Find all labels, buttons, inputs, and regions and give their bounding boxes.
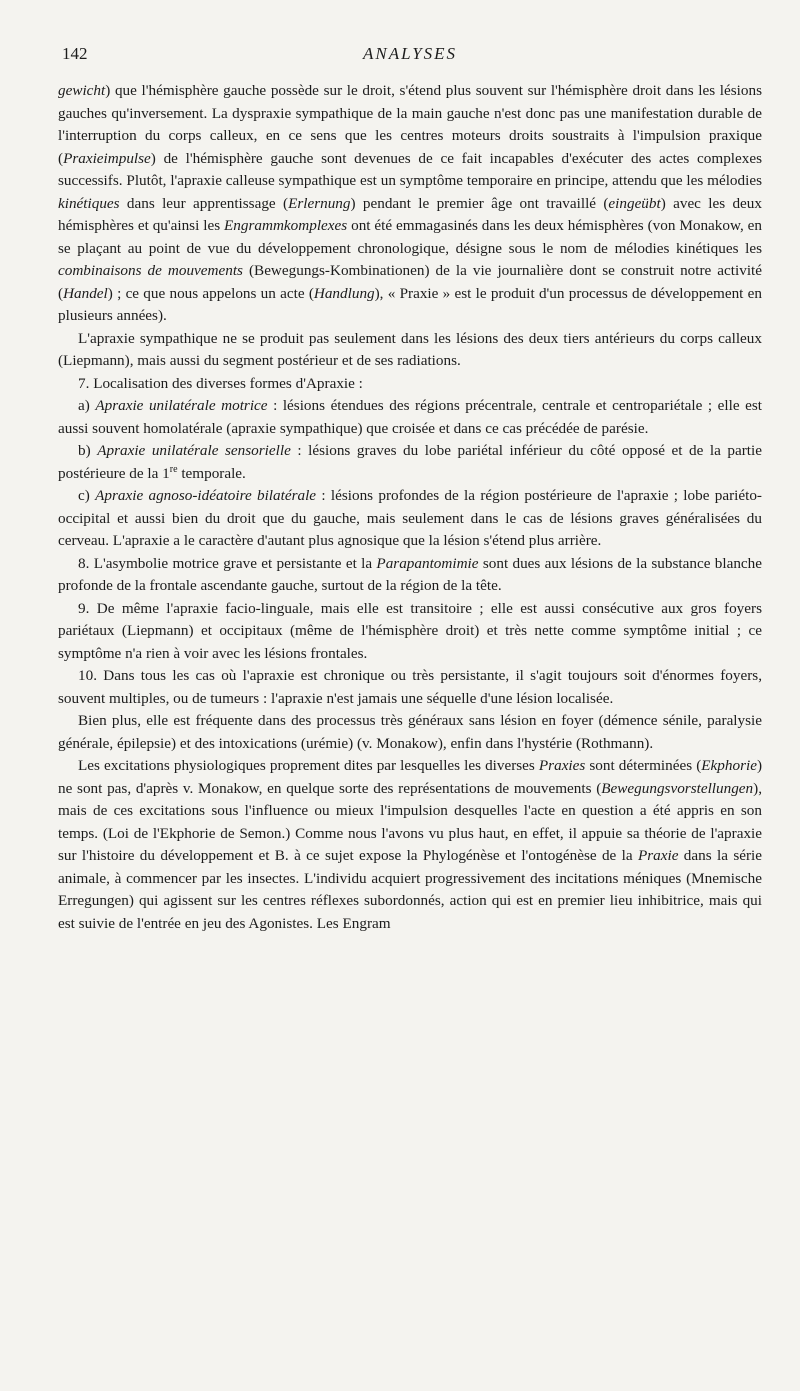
paragraph-p1 xyxy=(58,80,762,328)
paragraph-p10 xyxy=(58,710,762,755)
text-run: a) xyxy=(78,397,96,414)
text-run: ) de l'hémisphère gauche sont devenues de ce fait incapables d'exécuter des actes complexes successifs. Plutôt, l'apraxie calleuse sympathique est un symptôme temporaire en principe, attendu que les mélodies xyxy=(58,149,762,189)
text-run: re xyxy=(169,463,178,475)
italic-term: Parapantomimie xyxy=(376,554,479,572)
text-run: ) ; ce que nous appelons un acte ( xyxy=(107,284,314,302)
text-run: : lésions étendues des régions précentrale, centrale et centropariétale ; elle est aussi souvent homolatérale (apraxie sympathique) que croisée et dans ce cas précédée de parésie. xyxy=(58,397,762,437)
text-run: ), « Praxie » est le produit d'un processus de développement en plusieurs années). xyxy=(58,284,762,324)
text-run: ) pendant le premier âge ont travaillé ( xyxy=(350,194,609,212)
text-run: Bien plus, elle est fréquente dans des processus très généraux sans lésion en foyer (démence sénile, paralysie générale, épilepsie) et des intoxications (urémie) (v. Monakow), enfin dans l'hystérie (Rothmann). xyxy=(58,712,762,752)
italic-term: Bewegungsvorstellungen xyxy=(601,779,754,797)
text-run: ) que l'hémisphère gauche possède sur le droit, s'étend plus souvent sur l'hémisphère droit dans les lésions gauches qu'inversement. La dyspraxie sympathique de la main gauche n'est donc pas une manifestation durable de l'interruption du corps calleux, en ce sens que les centres moteurs droits soustraits à l'impulsion praxique ( xyxy=(58,82,762,167)
text-run: ), mais de ces excitations sous l'influence ou mieux l'impulsion desquelles l'acte en question a été appris en son temps. (Loi de l'Ekphorie de Semon.) Comme nous l'avons vu plus haut, en effet, il appuie sa théorie de l'apraxie sur l'histoire du développement et B. à ce sujet expose la Phylogénèse et l'ontogénèse de la xyxy=(58,779,762,864)
italic-term: eingeübt xyxy=(608,194,661,212)
paragraph-p11 xyxy=(58,755,762,935)
text-run: 10. Dans tous les cas où l'apraxie est chronique ou très persistante, il s'agit toujours soit d'énormes foyers, souvent multiples, ou de tumeurs : l'apraxie n'est jamais une séquelle d'une lésion localisée. xyxy=(58,667,762,707)
italic-term: combinaisons de mouvements xyxy=(58,262,243,279)
paragraph-p4 xyxy=(58,395,762,440)
italic-term: Handel xyxy=(63,284,108,302)
page-number: 142 xyxy=(62,44,88,63)
italic-term: Praxieimpulse xyxy=(63,149,151,167)
italic-term: Apraxie unilatérale motrice xyxy=(95,397,268,414)
paragraph-p8 xyxy=(58,598,762,666)
text-run: 7. Localisation des diverses formes d'Apraxie : xyxy=(78,374,363,392)
text-run: dans leur apprentissage ( xyxy=(119,194,289,212)
italic-term: Apraxie agnoso-idéatoire bilatérale xyxy=(95,487,317,504)
paragraph-p6 xyxy=(58,485,762,553)
italic-term: kinétiques xyxy=(58,194,120,212)
text-run: dans la série animale, à commencer par les insectes. L'individu acquiert progressivement des incitations méniques (Mnemische Erregungen) qui agissent sur les centres réflexes subordonnés, action qui est en premier lieu inhibitrice, mais qui est suivie de l'entrée en jeu des Agonistes. Les Engram xyxy=(58,847,762,932)
text-run: sont dues aux lésions de la substance blanche profonde de la frontale ascendante gauche, surtout de la région de la tête. xyxy=(58,554,762,594)
text-run: Les excitations physiologiques proprement dites par lesquelles les diverses xyxy=(78,757,539,774)
text-run: L'apraxie sympathique ne se produit pas seulement dans les lésions des deux tiers antérieurs du corps calleux (Liepmann), mais aussi du segment postérieur et de ses radiations. xyxy=(58,329,762,369)
text-run: (Bewegungs-Kombinationen) de la vie journalière dont se construit notre activité ( xyxy=(58,262,763,302)
italic-term: Engrammkomplexes xyxy=(224,217,348,234)
text-run: sont déterminées ( xyxy=(585,757,702,774)
text-run: 9. De même l'apraxie facio-linguale, mais elle est transitoire ; elle est aussi consécutive aux gros foyers pariétaux (Liepmann) et occipitaux (même de l'hémisphère droit) et très nette comme symptôme initial ; ce symptôme n'a rien à voir avec les lésions frontales. xyxy=(58,599,762,662)
text-run: : lésions graves du lobe pariétal inférieur du côté opposé et de la partie postérieure de la 1 xyxy=(58,442,762,482)
paragraph-p2 xyxy=(58,328,762,373)
italic-term: Handlung xyxy=(313,284,375,302)
paragraph-p7 xyxy=(58,553,762,598)
paragraph-p9 xyxy=(58,665,762,710)
text-run: ) avec les deux hémisphères et qu'ainsi les xyxy=(58,194,762,234)
text-run: : lésions profondes de la région postérieure de l'apraxie ; lobe pariéto-occipital et aussi bien du droit que du gauche, mais seulement dans le cas de lésions graves généralisées du cerveau. L'apraxie a le caractère d'autant plus agnosique que la lésion s'étend plus arrière. xyxy=(58,487,762,549)
page-header xyxy=(58,44,762,74)
text-run: c) xyxy=(78,487,96,504)
body-text xyxy=(58,80,762,935)
paragraph-p5 xyxy=(58,440,762,485)
text-run: ) ne sont pas, d'après v. Monakow, en quelque sorte des représentations de mouvements ( xyxy=(58,757,762,797)
italic-term: Praxies xyxy=(538,757,586,774)
italic-term: Apraxie unilatérale sensorielle xyxy=(97,442,291,459)
paragraph-p3 xyxy=(58,373,762,396)
running-head: ANALYSES xyxy=(362,44,458,63)
text-run: 8. L'asymbolie motrice grave et persistante et la xyxy=(78,554,377,572)
text-run: b) xyxy=(78,442,98,459)
italic-term: Erlernung xyxy=(288,194,351,212)
italic-term: gewicht xyxy=(58,82,106,99)
italic-term: Ekphorie xyxy=(701,757,757,774)
italic-term: Praxie xyxy=(637,847,679,864)
text-run: ont été emmagasinés dans les deux hémisphères (von Monakow, en se plaçant au point de vue du développement chronologique, désigne sous le nom de mélodies kinétiques les xyxy=(58,217,762,257)
text-run: temporale. xyxy=(177,464,246,482)
